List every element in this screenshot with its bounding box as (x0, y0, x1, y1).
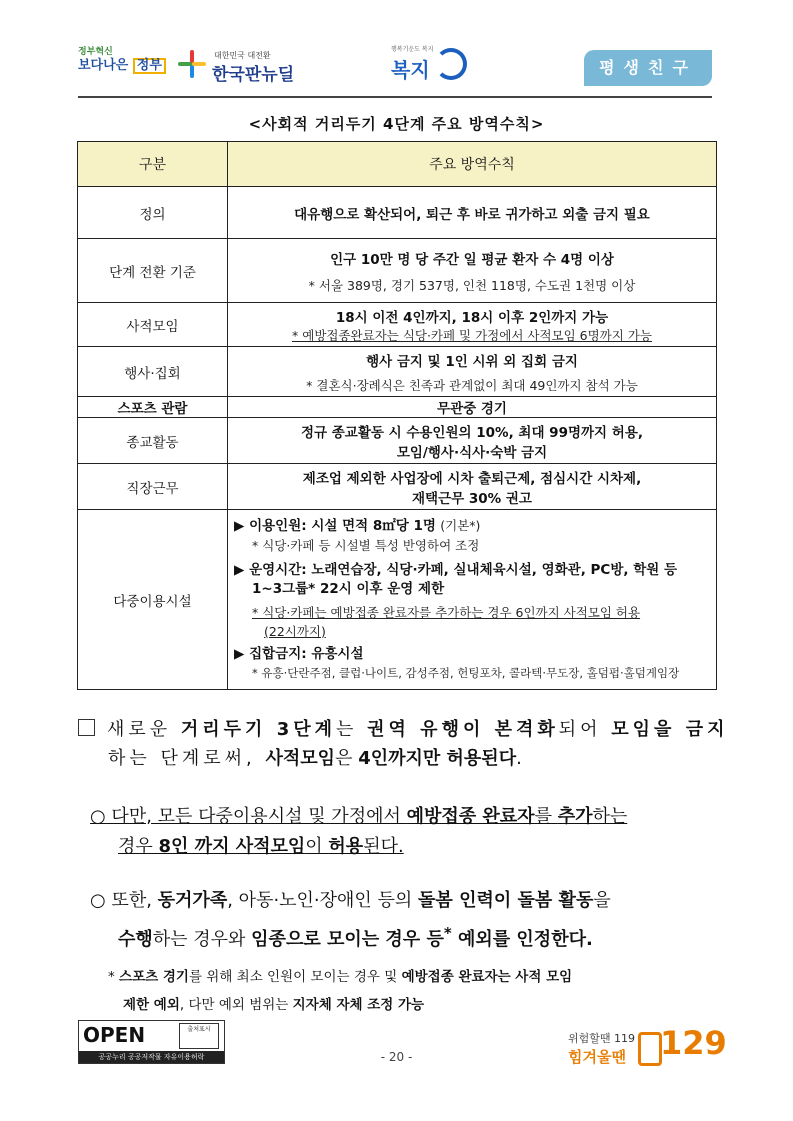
page-header: 정부혁신 보다나은 정부 대한민국 대전환 한국판뉴딜 행복기운도 복지 복지 평생친구 (78, 40, 712, 98)
paragraph: ○ 또한, 동거가족, 아동·노인·장애인 등의 돌봄 인력이 돌봄 활동을 (90, 890, 611, 911)
lifelong-friend-tag: 평생친구 (584, 50, 712, 86)
table-row: 스포츠 관람 무관중 경기 (78, 397, 717, 418)
paragraph: 하는 단계로써, 사적모임은 4인까지만 허용된다. (108, 748, 522, 769)
table-row: 정의 대유행으로 확산되어, 퇴근 후 바로 귀가하고 외출 금지 필요 (78, 187, 717, 239)
phone-icon (638, 1032, 662, 1066)
table-row: 단계 전환 기준 인구 10만 명 당 주간 일 평균 환자 수 4명 이상 * 서울 389명, 경기 537명, 인천 118명, 수도권 1천명 이상 (78, 239, 717, 303)
paragraph: 수행하는 경우와 임종으로 모이는 경우 등* 예외를 인정한다. (118, 924, 593, 950)
table-row: 직장근무 제조업 제외한 사업장에 시차 출퇴근제, 점심시간 시차제, 재택근무 30% 권고 (78, 464, 717, 510)
header-divider (78, 96, 712, 98)
table-row: 다중이용시설 ▶ 이용인원: 시설 면적 8㎡당 1명 (기본*) * 식당·카페 등 시설별 특성 반영하여 조정 ▶ 운영시간: 노래연습장, 식당·카페, 실내체육시설, 영화관, PC방, 학원 등 1~3그룹* 22시 이후 운영 제한 * 식당·카페는 예방접종 완료자를 추가하는 경우 6인까지 사적모임 허용 (22시까지) ▶ 집합금지: 유흥시설 * 유흥·단란주점, 클럽·나이트, 감성주점, 헌팅포차, 콜라텍·무도장, 홀덤펍·홀덤게임장 (78, 510, 717, 690)
paragraph: 경우 8인 까지 사적모임이 허용된다. (118, 836, 404, 857)
footnote: 제한 예외, 다만 예외 범위는 지자체 자체 조정 가능 (123, 997, 425, 1013)
paragraph: ○ 다만, 모든 다중이용시설 및 가정에서 예방접종 완료자를 추가하는 (90, 806, 628, 827)
attribution-icon: 출처표시 (179, 1023, 219, 1049)
table-header-row (78, 142, 717, 187)
checkbox-square-icon (78, 719, 95, 736)
table-row: 종교활동 정규 종교활동 시 수용인원의 10%, 최대 99명까지 허용, 모임/행사·식사·숙박 금지 (78, 418, 717, 464)
table-title: <사회적 거리두기 4단계 주요 방역수칙> (248, 115, 545, 133)
welfare-ring-icon (435, 48, 467, 80)
new-deal-star-icon (178, 50, 206, 78)
gov-innovation-logo: 정부혁신 보다나은 정부 (78, 46, 166, 74)
header-rules: 주요 방역수칙 (228, 142, 717, 187)
table-row: 사적모임 18시 이전 4인까지, 18시 이후 2인까지 가능 * 예방접종완료자는 식당·카페 및 가정에서 사적모임 6명까지 가능 (78, 303, 717, 347)
page-number: - 20 - (380, 1050, 413, 1064)
paragraph: 새로운 거리두기 3단계는 권역 유행이 본격화되어 모임을 금지 (78, 715, 729, 745)
footnote: * 스포츠 경기를 위해 최소 인원이 모이는 경우 및 예방접종 완료자는 사적 모임 (108, 969, 573, 985)
quarantine-rules-table (77, 141, 717, 690)
open-license-badge: OPEN 출처표시 공공누리 공공저작물 자유이용허락 (78, 1020, 225, 1064)
header-category: 구분 (78, 142, 228, 187)
table-row: 행사·집회 행사 금지 및 1인 시위 외 집회 금지 * 결혼식·장례식은 친족과 관계없이 최대 49인까지 참석 가능 (78, 347, 717, 397)
